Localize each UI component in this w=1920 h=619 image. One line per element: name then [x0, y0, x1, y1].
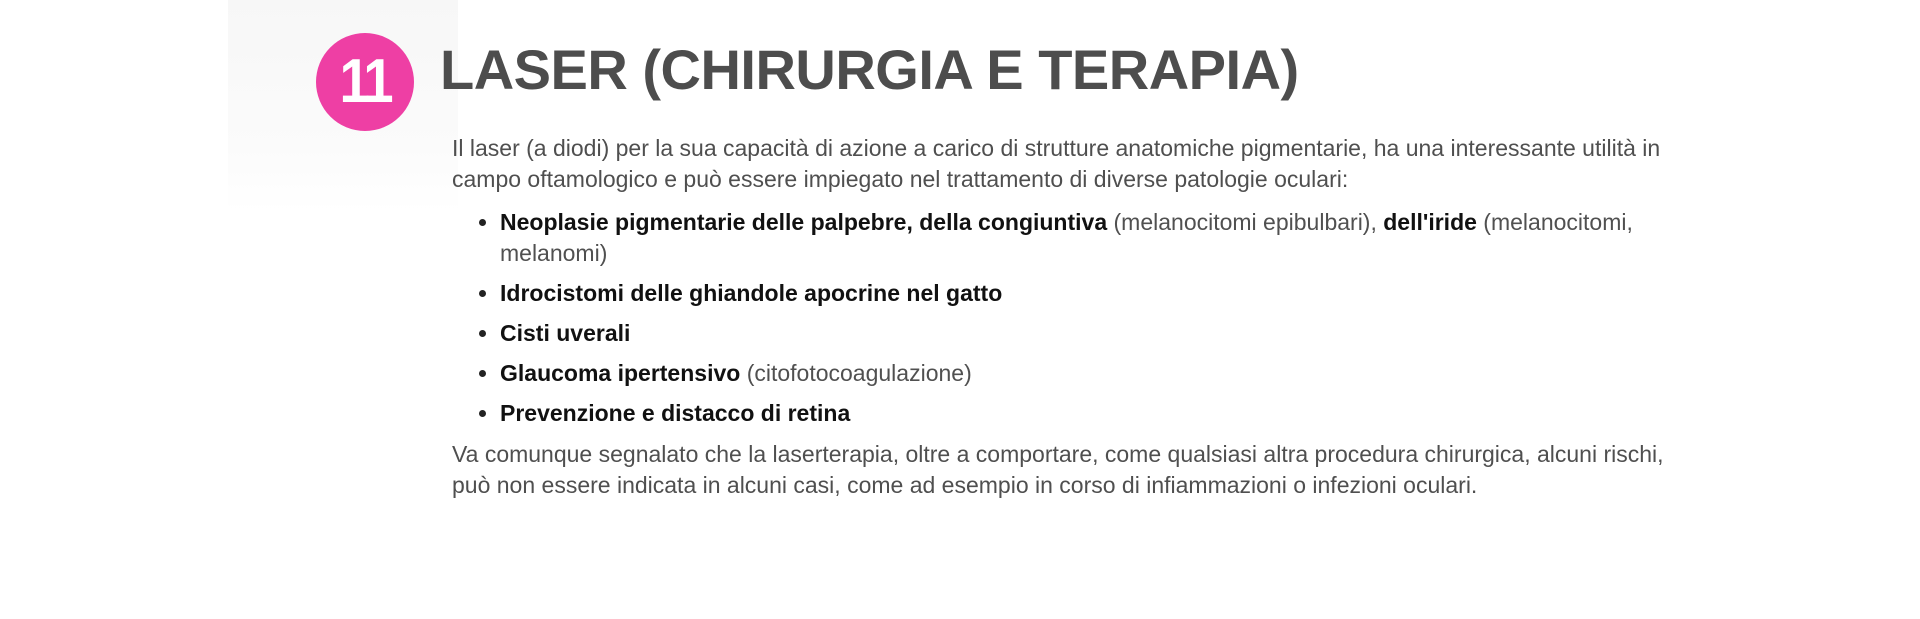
- closing-paragraph: Va comunque segnalato che la laserterapia, oltre a comportare, come qualsiasi altra procedura chirurgica, alcuni rischi, può non essere indicata in alcuni casi, come ad esempio in corso di infiammazioni o infezioni oculari.: [452, 441, 1664, 498]
- item-text-bold: ,: [906, 209, 920, 235]
- item-text-bold: Glaucoma ipertensivo: [500, 360, 741, 386]
- section-number: 11: [339, 47, 391, 116]
- list-item: [500, 318, 1682, 349]
- intro-paragraph: Il laser (a diodi) per la sua capacità di azione a carico di strutture anatomiche pigmentarie, ha una interessante utilità in campo oftamologico e può essere impiegato nel trattamento di diverse patologie oculari:: [452, 135, 1661, 192]
- item-text-bold: della congiuntiva: [919, 209, 1108, 235]
- item-text-bold: Idrocistomi delle ghiandole apocrine nel gatto: [500, 280, 1003, 306]
- conditions-list: [452, 207, 1682, 429]
- item-text-bold: Neoplasie pigmentarie delle palpebre: [500, 209, 907, 235]
- list-item: [500, 398, 1682, 429]
- item-text-bold: Prevenzione e distacco di retina: [500, 400, 851, 426]
- list-item: [500, 278, 1682, 309]
- list-item: [500, 358, 1682, 389]
- item-text: (melanocitomi epibulbari),: [1107, 209, 1384, 235]
- item-text: (citofotocoagulazione): [740, 360, 972, 386]
- item-text-bold: dell'iride: [1383, 209, 1477, 235]
- item-text: (melanocitomi, melanomi): [500, 209, 1633, 266]
- section-title: LASER (CHIRURGIA E TERAPIA): [440, 38, 1299, 101]
- section-content: [452, 133, 1682, 501]
- item-text-bold: Cisti uverali: [500, 320, 631, 346]
- section-number-badge: [316, 33, 414, 131]
- list-item: [500, 207, 1682, 269]
